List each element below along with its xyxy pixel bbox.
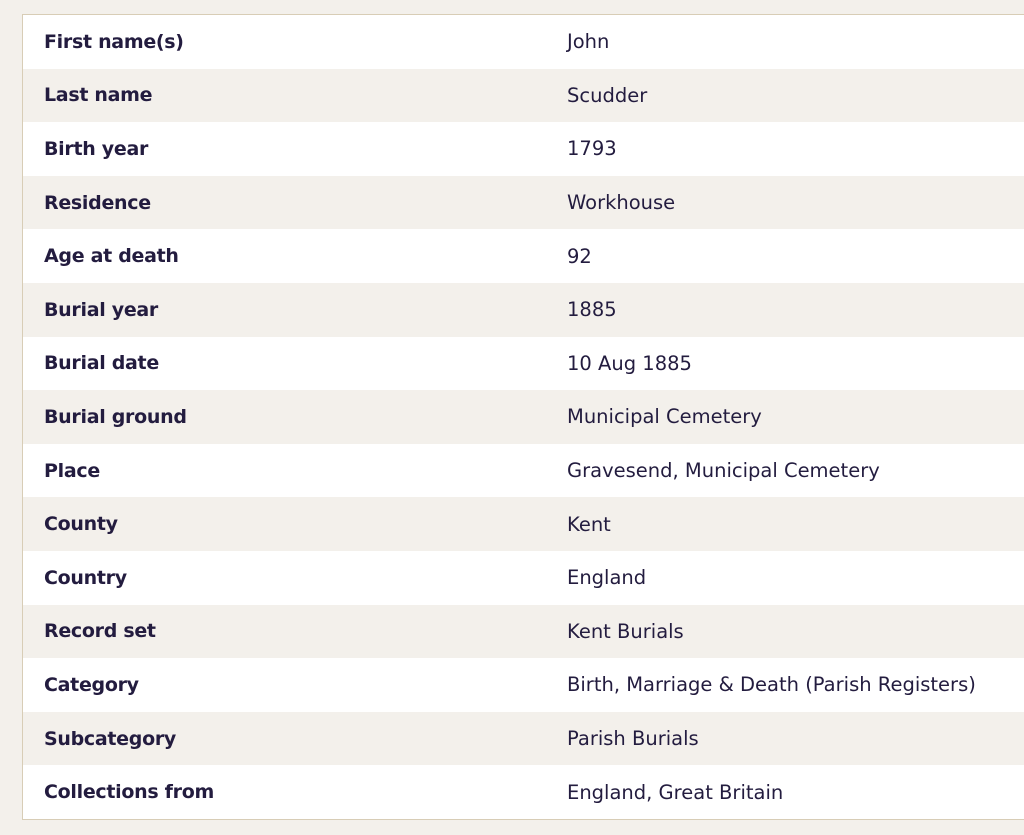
table-row-burial-date [23, 337, 1024, 391]
table-row-collections-from [23, 765, 1024, 819]
field-value: Parish Burials [567, 727, 699, 751]
field-label: Place [44, 459, 100, 482]
table-row-record-set [23, 605, 1024, 659]
field-label: Birth year [44, 137, 149, 160]
field-label: Burial ground [44, 405, 187, 428]
field-value: Workhouse [567, 191, 676, 215]
field-label: Category [44, 673, 139, 696]
field-label: Record set [44, 620, 156, 643]
field-value: 10 Aug 1885 [567, 351, 692, 375]
field-label: Burial date [44, 352, 159, 375]
table-row-last-name [23, 69, 1024, 123]
table-row-residence [23, 176, 1024, 230]
table-row-subcategory [23, 712, 1024, 766]
field-value: England [567, 566, 647, 590]
field-value: Kent [567, 512, 611, 536]
table-row-place [23, 444, 1024, 498]
field-value: 1885 [567, 298, 617, 322]
field-label: Collections from [44, 781, 214, 804]
field-label: Subcategory [44, 727, 176, 750]
field-label: Burial year [44, 298, 159, 321]
field-value: Scudder [567, 83, 648, 107]
record-details-table [22, 14, 1024, 820]
field-label: Age at death [44, 245, 179, 268]
field-value: England, Great Britain [567, 780, 784, 804]
table-row-age-at-death [23, 229, 1024, 283]
table-row-county [23, 497, 1024, 551]
table-row-first-name [23, 15, 1024, 69]
field-label: Last name [44, 84, 153, 107]
field-value: John [567, 30, 610, 54]
field-label: County [44, 513, 118, 536]
field-value: Municipal Cemetery [567, 405, 762, 429]
table-row-category [23, 658, 1024, 712]
field-value: 92 [567, 244, 592, 268]
field-value: Birth, Marriage & Death (Parish Registers) [567, 673, 976, 697]
field-value: Gravesend, Municipal Cemetery [567, 459, 880, 483]
field-label: First name(s) [44, 30, 184, 53]
field-value: Kent Burials [567, 619, 684, 643]
table-row-country [23, 551, 1024, 605]
table-row-burial-year [23, 283, 1024, 337]
field-label: Country [44, 566, 127, 589]
field-value: 1793 [567, 137, 617, 161]
table-row-burial-ground [23, 390, 1024, 444]
field-label: Residence [44, 191, 151, 214]
table-row-birth-year [23, 122, 1024, 176]
